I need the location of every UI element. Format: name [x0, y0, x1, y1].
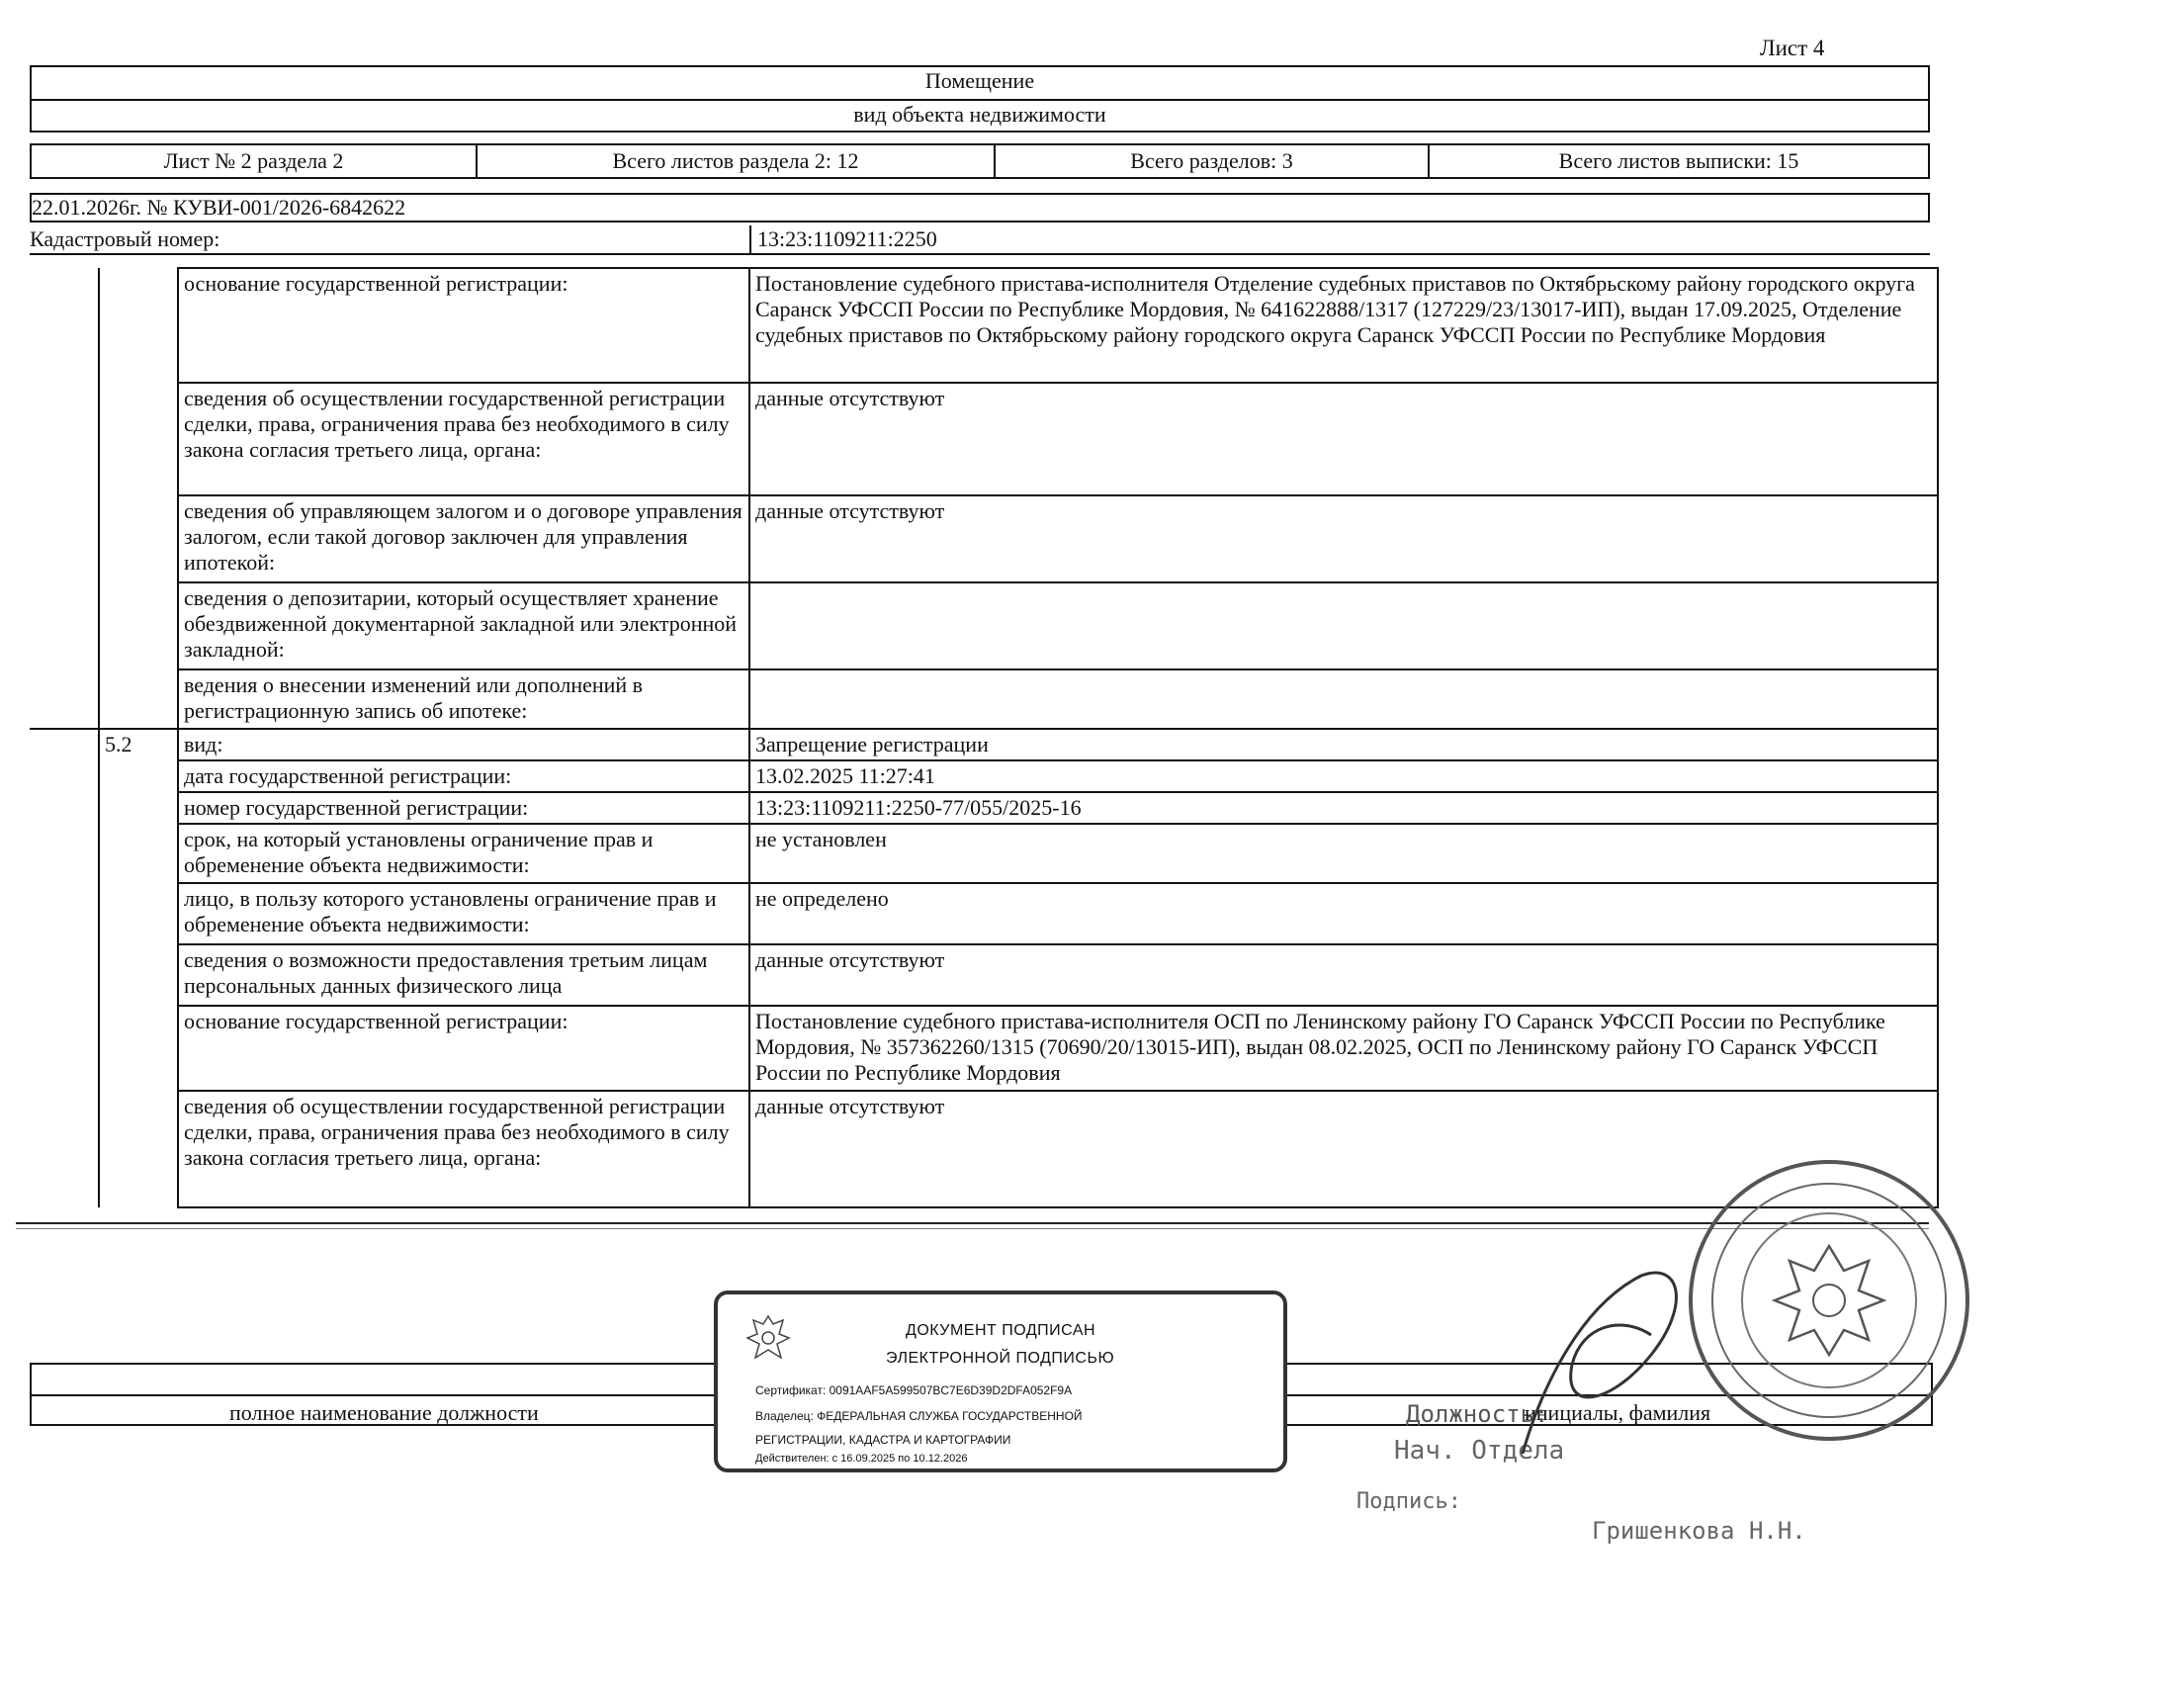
- section-number: 5.2: [99, 729, 178, 760]
- row-value: данные отсутствуют: [749, 383, 1938, 495]
- cadastral-label: Кадастровый номер:: [30, 226, 220, 251]
- signature-scribble: [1503, 1246, 1701, 1473]
- table-row: [30, 669, 1938, 729]
- row-value: Постановление судебного пристава-исполнителя Отделение судебных приставов по Октябрьскому району городского округа Саранск УФССП России по Республике Мордовия, № 641622888/1317 (127229/23/13017-ИП), выдан 17.09.2025, Отделение судебных приставов по Октябрьскому району городского округа Саранск УФССП России по Республике Мордовия: [749, 268, 1938, 383]
- object-type-value: Помещение: [30, 65, 1930, 99]
- document-number-line: 22.01.2026г. № КУВИ-001/2026-6842622: [30, 193, 1930, 222]
- row-value: [749, 582, 1938, 669]
- total-sheets-extract: Всего листов выписки: 15: [1558, 148, 1799, 173]
- row-label: основание государственной регистрации:: [178, 1006, 749, 1091]
- object-type-caption: вид объекта недвижимости: [30, 99, 1930, 133]
- row-value: данные отсутствуют: [749, 1091, 1938, 1207]
- row-value: не определено: [749, 883, 1938, 944]
- table-row: [30, 883, 1938, 944]
- section-divider: [16, 1222, 1929, 1224]
- table-row: [30, 268, 1938, 383]
- handwritten-position: Нач. Отдела: [1394, 1436, 1565, 1466]
- row-label: дата государственной регистрации:: [178, 760, 749, 792]
- ecp-owner-2: РЕГИСТРАЦИИ, КАДАСТРА И КАРТОГРАФИИ: [755, 1433, 1011, 1447]
- total-sheets-section: Всего листов раздела 2: 12: [478, 145, 996, 177]
- table-row: [30, 383, 1938, 495]
- cadastral-row: [30, 225, 1930, 255]
- encumbrance-table: [30, 267, 1939, 1208]
- row-label: сведения о депозитарии, который осуществляет хранение обездвиженной документарной закладной или электронной закладной:: [178, 582, 749, 669]
- sheet-number: Лист 4: [1760, 36, 1825, 60]
- total-sections: Всего разделов: 3: [996, 145, 1430, 177]
- section-divider: [16, 1228, 1929, 1229]
- row-label: лицо, в пользу которого установлены ограничение прав и обременение объекта недвижимости:: [178, 883, 749, 944]
- row-value: Постановление судебного пристава-исполнителя ОСП по Ленинскому району ГО Саранск УФССП России по Республике Мордовия, № 357362260/1315 (70690/20/13015-ИП), выдан 08.02.2025, ОСП по Ленинскому району ГО Саранск УФССП России по Республике Мордовия: [749, 1006, 1938, 1091]
- row-value: Запрещение регистрации: [749, 729, 1938, 760]
- handwritten-position-label: Должность:: [1406, 1400, 1549, 1428]
- sheet-header: [30, 143, 1930, 179]
- ecp-title-2: ЭЛЕКТРОННОЙ ПОДПИСЬЮ: [886, 1350, 1115, 1367]
- ecp-owner: Владелец: ФЕДЕРАЛЬНАЯ СЛУЖБА ГОСУДАРСТВЕННОЙ: [755, 1409, 1083, 1423]
- sheet-of-section: Лист № 2 раздела 2: [32, 145, 478, 177]
- company-seal: [1681, 1152, 1977, 1449]
- row-value: 13.02.2025 11:27:41: [749, 760, 1938, 792]
- table-row: [30, 824, 1938, 883]
- table-row: [30, 729, 1938, 760]
- handwritten-name: Гришенкова Н.Н.: [1592, 1517, 1806, 1545]
- table-row: [30, 792, 1938, 824]
- row-value: не установлен: [749, 824, 1938, 883]
- row-label: сведения об управляющем залогом и о договоре управления залогом, если такой договор заключен для управления ипотекой:: [178, 495, 749, 582]
- ecp-certificate: Сертификат: 0091AAF5A599507BC7E6D39D2DFA052F9A: [755, 1383, 1073, 1397]
- ecp-title-1: ДОКУМЕНТ ПОДПИСАН: [906, 1322, 1096, 1339]
- row-label: вид:: [178, 729, 749, 760]
- table-row: [30, 495, 1938, 582]
- emblem-icon: [743, 1310, 793, 1370]
- position-caption: полное наименование должности: [229, 1400, 539, 1425]
- cadastral-value: 13:23:1109211:2250: [749, 225, 937, 255]
- row-label: сведения об осуществлении государственной регистрации сделки, права, ограничения права без необходимого в силу закона согласия третьего лица, органа:: [178, 1091, 749, 1207]
- row-label: сведения о возможности предоставления третьим лицам персональных данных физического лица: [178, 944, 749, 1006]
- row-value: [749, 669, 1938, 729]
- table-row: [30, 582, 1938, 669]
- table-row: [30, 944, 1938, 1006]
- table-row: [30, 1006, 1938, 1091]
- ecp-validity: Действителен: с 16.09.2025 по 10.12.2026: [755, 1453, 968, 1465]
- initials-caption: инициалы, фамилия: [1525, 1400, 1711, 1425]
- row-value: данные отсутствуют: [749, 495, 1938, 582]
- row-label: номер государственной регистрации:: [178, 792, 749, 824]
- row-label: основание государственной регистрации:: [178, 268, 749, 383]
- row-label: ведения о внесении изменений или дополнений в регистрационную запись об ипотеке:: [178, 669, 749, 729]
- table-row: [30, 760, 1938, 792]
- row-label: сведения об осуществлении государственной регистрации сделки, права, ограничения права без необходимого в силу закона согласия третьего лица, органа:: [178, 383, 749, 495]
- table-row: [30, 1091, 1938, 1207]
- row-label: срок, на который установлены ограничение прав и обременение объекта недвижимости:: [178, 824, 749, 883]
- handwritten-signature-label: Подпись:: [1356, 1489, 1461, 1514]
- electronic-signature-stamp: [714, 1290, 1287, 1472]
- row-value: данные отсутствуют: [749, 944, 1938, 1006]
- row-value: 13:23:1109211:2250-77/055/2025-16: [749, 792, 1938, 824]
